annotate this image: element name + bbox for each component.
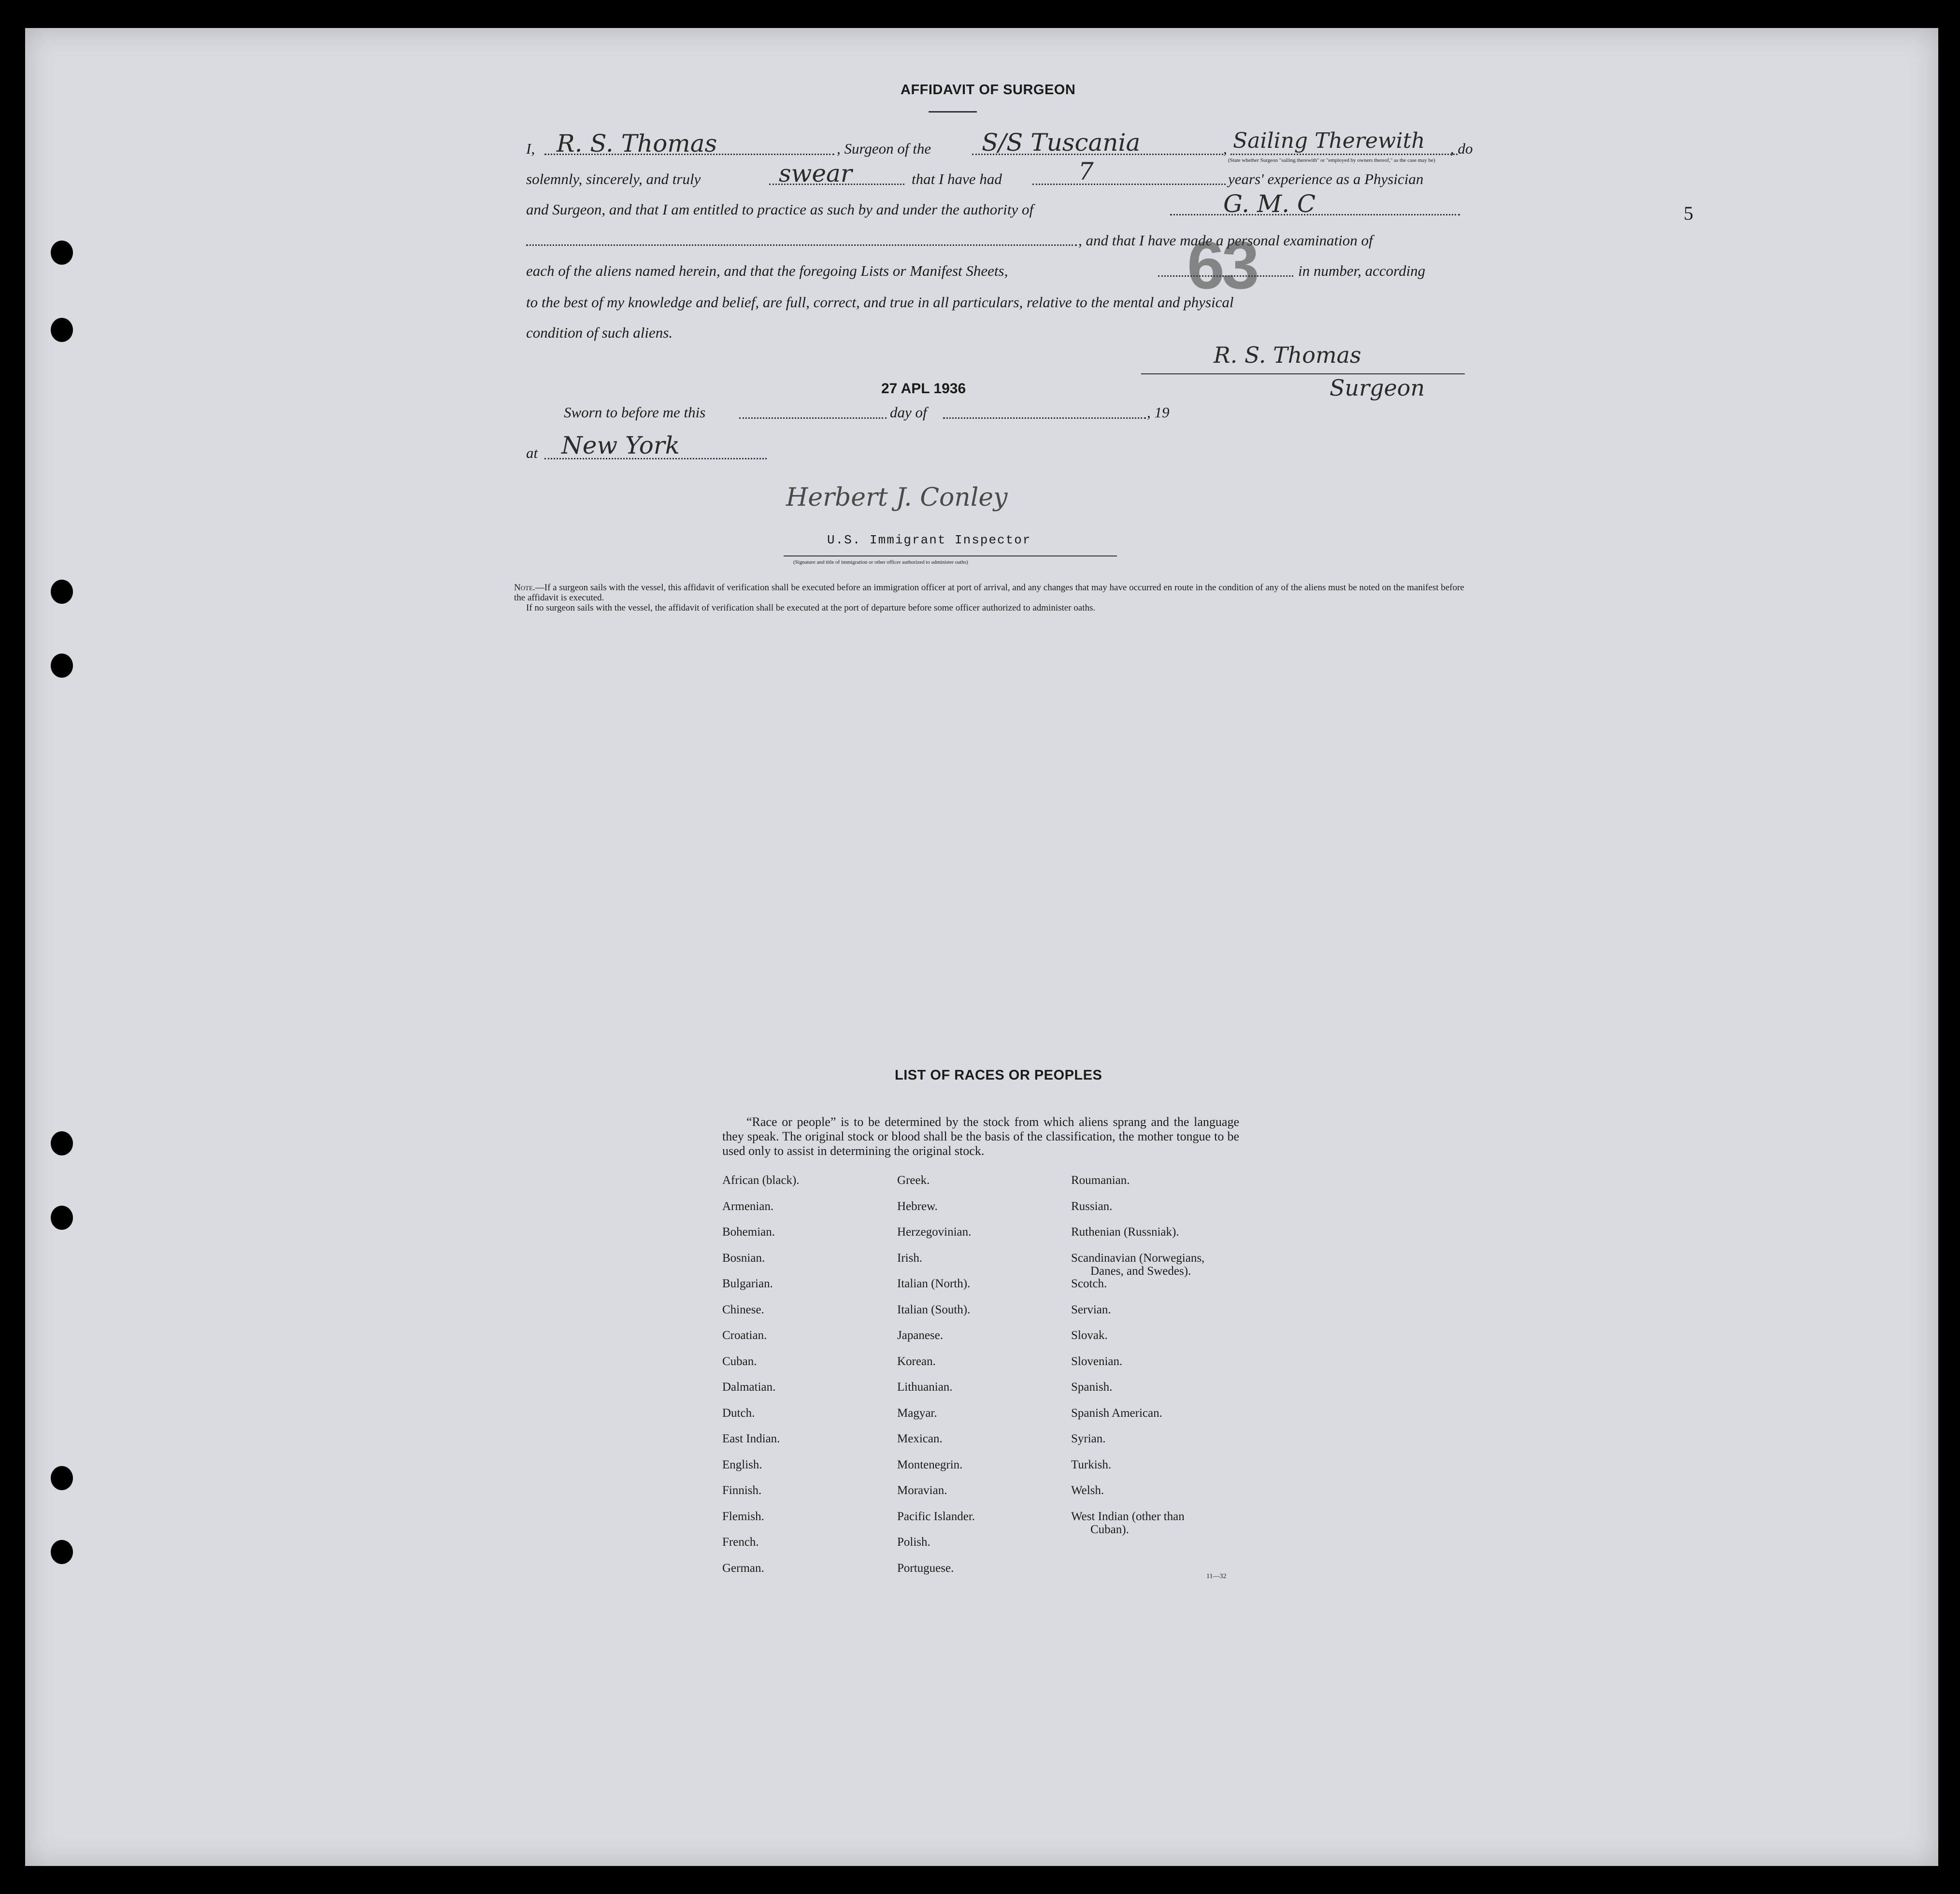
race-item: Syrian. bbox=[1071, 1432, 1106, 1445]
race-item: German. bbox=[722, 1561, 764, 1575]
affidavit-line2-mid: that I have had bbox=[912, 171, 1002, 187]
inspector-stamp: U.S. Immigrant Inspector bbox=[827, 533, 1031, 547]
note-text-2: If no surgeon sails with the vessel, the affidavit of verification shall be executed at the port of departure before some officer authorized to administer oaths. bbox=[526, 603, 1096, 613]
race-item: Croatian. bbox=[722, 1329, 767, 1342]
date-stamp: 27 APL 1936 bbox=[881, 381, 966, 397]
authority-value: G. M. C bbox=[1223, 190, 1316, 218]
place-value: New York bbox=[561, 431, 680, 459]
affidavit-line5-start: each of the aliens named herein, and that the foregoing Lists or Manifest Sheets, bbox=[526, 262, 1008, 279]
signature-line bbox=[1141, 373, 1465, 374]
race-item: Slovenian. bbox=[1071, 1354, 1123, 1368]
race-item: Bohemian. bbox=[722, 1225, 775, 1239]
affidavit-line2-start: solemnly, sincerely, and truly bbox=[526, 171, 701, 187]
punch-hole bbox=[51, 241, 73, 265]
race-item: Greek. bbox=[897, 1174, 930, 1187]
inspector-line bbox=[784, 555, 1117, 556]
surgeon-name-value: R. S. Thomas bbox=[557, 129, 717, 157]
document-sheet bbox=[25, 28, 1938, 1866]
years-value: 7 bbox=[1078, 157, 1094, 185]
punch-hole bbox=[51, 318, 73, 342]
sailing-field bbox=[1230, 154, 1458, 155]
race-item: Montenegrin. bbox=[897, 1458, 963, 1471]
sworn-day-field bbox=[739, 417, 887, 419]
years-field bbox=[1032, 184, 1226, 185]
affidavit-i-label: I, bbox=[526, 140, 535, 157]
race-item: West Indian (other than bbox=[1071, 1510, 1185, 1523]
surgeon-of-label: , Surgeon of the bbox=[837, 140, 931, 157]
margin-page-number: 5 bbox=[1684, 202, 1693, 224]
race-item: Bulgarian. bbox=[722, 1277, 773, 1290]
inspector-signature: Herbert J. Conley bbox=[786, 483, 1008, 512]
race-item: Spanish. bbox=[1071, 1381, 1113, 1394]
race-item: Bosnian. bbox=[722, 1251, 765, 1265]
race-item: Russian. bbox=[1071, 1199, 1113, 1213]
state-whether-note: (State whether Surgeon "sailing therewith" or "employed by owners thereof," as the case may be) bbox=[1228, 157, 1435, 163]
races-title: LIST OF RACES OR PEOPLES bbox=[895, 1068, 1102, 1083]
race-item: Spanish American. bbox=[1071, 1406, 1162, 1420]
inspector-caption: (Signature and title of immigration or other officer authorized to administer oaths) bbox=[793, 559, 968, 565]
title-underline bbox=[929, 111, 977, 113]
affidavit-line5-end: in number, according bbox=[1298, 262, 1426, 279]
race-item: Italian (North). bbox=[897, 1277, 971, 1290]
race-item: Lithuanian. bbox=[897, 1381, 953, 1394]
race-item: Welsh. bbox=[1071, 1484, 1104, 1497]
race-item: Chinese. bbox=[722, 1303, 764, 1316]
affidavit-line6: to the best of my knowledge and belief, are full, correct, and true in all particulars, relative to the mental and physical bbox=[526, 294, 1234, 311]
affidavit-title: AFFIDAVIT OF SURGEON bbox=[901, 82, 1076, 98]
race-item: Mexican. bbox=[897, 1432, 943, 1445]
sworn-label: Sworn to before me this bbox=[564, 404, 706, 421]
comma-separator: , bbox=[1223, 140, 1227, 157]
day-of-label: day of bbox=[890, 404, 927, 421]
vessel-value: S/S Tuscania bbox=[982, 128, 1141, 157]
punch-hole bbox=[51, 1206, 73, 1230]
race-item: Scotch. bbox=[1071, 1277, 1107, 1290]
race-item: Herzegovinian. bbox=[897, 1225, 972, 1239]
punch-hole bbox=[51, 1540, 73, 1564]
year-prefix: , 19 bbox=[1147, 404, 1170, 421]
line1-end: , do bbox=[1450, 140, 1473, 157]
punch-hole bbox=[51, 1131, 73, 1155]
affidavit-line7: condition of such aliens. bbox=[526, 324, 673, 341]
race-item: Irish. bbox=[897, 1251, 923, 1265]
surgeon-signature-title: Surgeon bbox=[1330, 375, 1425, 401]
race-item: Finnish. bbox=[722, 1484, 762, 1497]
affidavit-line2-end: years' experience as a Physician bbox=[1228, 171, 1424, 187]
race-item: Armenian. bbox=[722, 1199, 774, 1213]
race-item: Moravian. bbox=[897, 1484, 947, 1497]
race-item: Pacific Islander. bbox=[897, 1510, 975, 1523]
form-code: 11—32 bbox=[1206, 1573, 1227, 1580]
surgeon-signature: R. S. Thomas bbox=[1214, 342, 1361, 368]
race-item: Polish. bbox=[897, 1536, 930, 1549]
race-item: Ruthenian (Russniak). bbox=[1071, 1225, 1179, 1239]
sheets-count-stamp: 63 bbox=[1187, 227, 1257, 303]
race-item: English. bbox=[722, 1458, 762, 1471]
affidavit-line3: and Surgeon, and that I am entitled to practice as such by and under the authority of bbox=[526, 201, 1034, 218]
note-text-1: —If a surgeon sails with the vessel, this affidavit of verification shall be executed before an immigration officer at port of arrival, and any changes that may have occurred en route in the condition of any of the aliens must be noted on the manifest before the affidavit is executed. bbox=[514, 583, 1464, 603]
race-item: Flemish. bbox=[722, 1510, 764, 1523]
race-item: Turkish. bbox=[1071, 1458, 1112, 1471]
race-item: French. bbox=[722, 1536, 759, 1549]
sailing-value: Sailing Therewith bbox=[1233, 128, 1425, 153]
race-item: Scandinavian (Norwegians, bbox=[1071, 1251, 1205, 1265]
race-item: Hebrew. bbox=[897, 1199, 938, 1213]
punch-hole bbox=[51, 580, 73, 604]
affidavit-note bbox=[514, 583, 1475, 613]
sworn-month-field bbox=[943, 417, 1146, 419]
race-item: Dutch. bbox=[722, 1406, 755, 1420]
punch-hole bbox=[51, 654, 73, 678]
race-item: Portuguese. bbox=[897, 1561, 954, 1575]
oath-value: swear bbox=[779, 159, 852, 187]
race-item: Italian (South). bbox=[897, 1303, 971, 1316]
race-item: Cuban). bbox=[1090, 1523, 1129, 1536]
race-item: Japanese. bbox=[897, 1329, 944, 1342]
races-intro: “Race or people” is to be determined by the stock from which aliens sprang and the language they speak. The original stock or blood shall be the basis of the classification, the mother tongue to be used only to assist in determining the original stock. bbox=[722, 1115, 1239, 1158]
race-item: Slovak. bbox=[1071, 1329, 1108, 1342]
race-item: East Indian. bbox=[722, 1432, 780, 1445]
race-item: Dalmatian. bbox=[722, 1381, 776, 1394]
race-item: Magyar. bbox=[897, 1406, 937, 1420]
authority-continuation-field bbox=[526, 244, 1077, 246]
race-item: Danes, and Swedes). bbox=[1090, 1264, 1191, 1278]
note-label: Note. bbox=[514, 583, 535, 593]
race-item: African (black). bbox=[722, 1174, 800, 1187]
punch-hole bbox=[51, 1466, 73, 1490]
race-item: Cuban. bbox=[722, 1354, 757, 1368]
affidavit-line4: , and that I have made a personal examination of bbox=[1078, 232, 1373, 249]
race-item: Roumanian. bbox=[1071, 1174, 1130, 1187]
race-item: Servian. bbox=[1071, 1303, 1111, 1316]
race-item: Korean. bbox=[897, 1354, 936, 1368]
at-label: at bbox=[526, 444, 538, 461]
